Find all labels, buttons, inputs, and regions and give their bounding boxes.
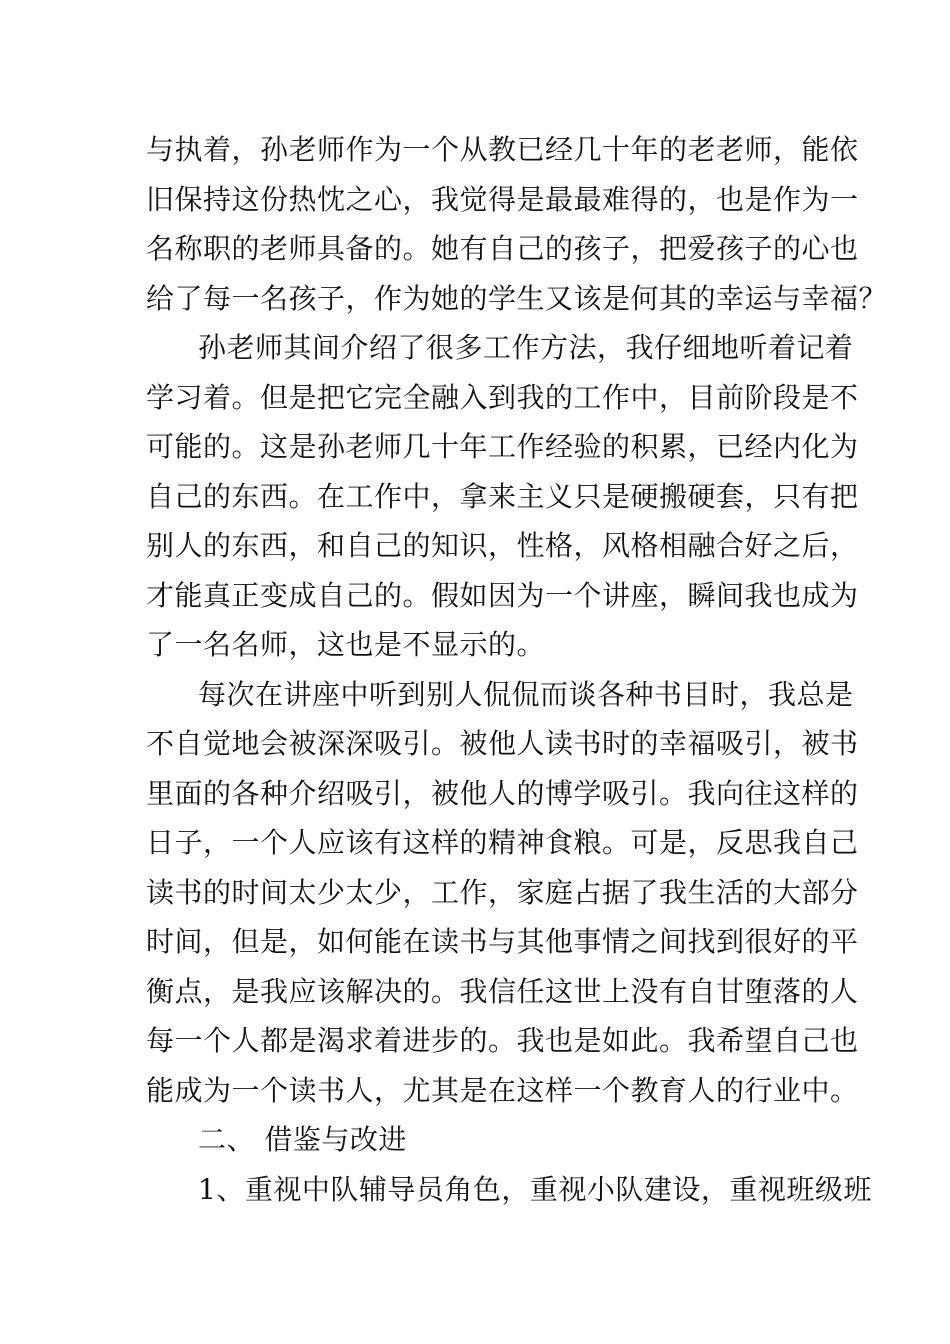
text-line: 可能的。这是孙老师几十年工作经验的积累，已经内化为: [146, 430, 859, 463]
section-heading: 二、 借鉴与改进: [198, 1123, 407, 1156]
text-line: 与执着，孙老师作为一个从教已经几十年的老老师，能依: [146, 133, 859, 166]
text-line: 能成为一个读书人，尤其是在这样一个教育人的行业中。: [146, 1073, 859, 1107]
text-line: 时间，但是，如何能在读书与其他事情之间找到很好的平: [146, 925, 859, 958]
text-line: 里面的各种介绍吸引，被他人的博学吸引。我向往这样的: [146, 776, 859, 810]
list-item: 1、重视中队辅导员角色，重视小队建设，重视班级班: [198, 1172, 872, 1206]
body-text: [146, 125, 888, 1214]
text-line: 才能真正变成自己的。假如因为一个讲座，瞬间我也成为: [146, 578, 859, 612]
text-line: 给了每一名孩子，作为她的学生又该是何其的幸运与幸福？: [146, 281, 888, 315]
text-line: 衡点，是我应该解决的。我信任这世上没有自甘堕落的人: [146, 974, 859, 1008]
text-line: 不自觉地会被深深吸引。被他人读书时的幸福吸引，被书: [146, 727, 859, 760]
text-line: 日子，一个人应该有这样的精神食粮。可是，反思我自己: [146, 826, 859, 859]
text-line: 别人的东西，和自己的知识，性格，风格相融合好之后，: [146, 529, 859, 562]
paragraph-first-line: 孙老师其间介绍了很多工作方法，我仔细地听着记着: [198, 331, 854, 364]
text-line: 学习着。但是把它完全融入到我的工作中，目前阶段是不: [146, 380, 859, 414]
text-line: 旧保持这份热忱之心，我觉得是最最难得的，也是作为一: [146, 182, 859, 216]
text-line: 读书的时间太少太少，工作，家庭占据了我生活的大部分: [146, 875, 859, 909]
text-line: 每一个人都是渴求着进步的。我也是如此。我希望自己也: [146, 1024, 859, 1057]
text-line: 名称职的老师具备的。她有自己的孩子，把爱孩子的心也: [146, 232, 859, 265]
paragraph-first-line: 每次在讲座中听到别人侃侃而谈各种书目时，我总是: [198, 677, 854, 711]
text-line: 了一名名师，这也是不显示的。: [146, 628, 546, 661]
text-line: 自己的东西。在工作中，拿来主义只是硬搬硬套，只有把: [146, 479, 859, 513]
